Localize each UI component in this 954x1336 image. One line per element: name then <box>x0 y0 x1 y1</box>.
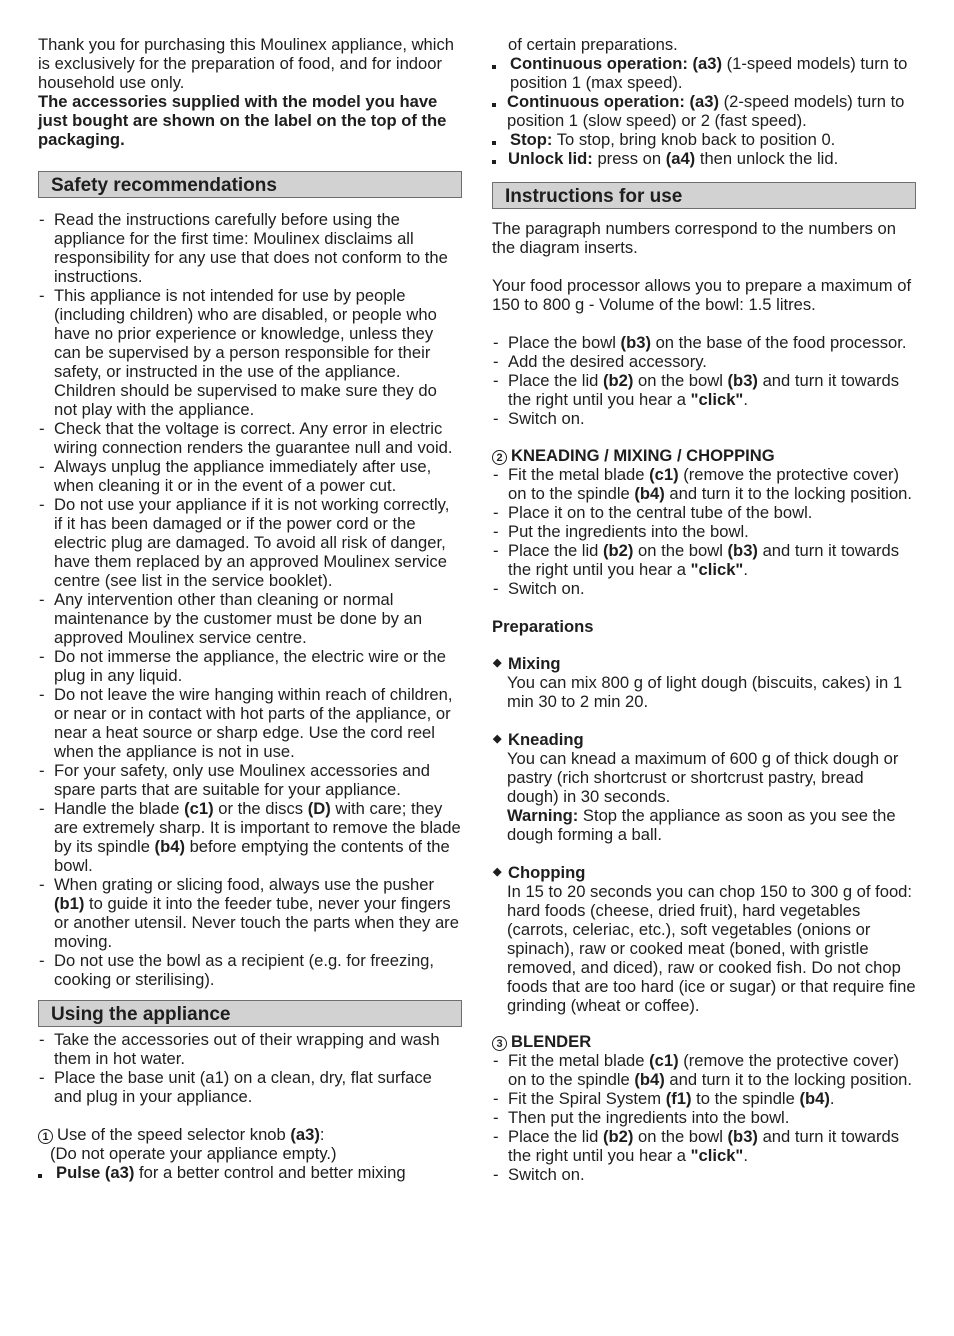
blender-step: - Fit the metal blade (c1) (remove the protective cover) on to the spindle (b4) and turn it to the locking position. <box>493 1051 913 1089</box>
kneading-steps <box>492 465 916 598</box>
safety-item: - Any intervention other than cleaning or normal maintenance by the customer must be done by an approved Moulinex service centre. <box>39 590 423 647</box>
kneading-step: - Switch on. <box>493 579 585 598</box>
general-steps <box>492 333 916 428</box>
general-step: - Place the lid (b2) on the bowl (b3) and turn it towards the right until you hear a "click". <box>493 371 900 409</box>
square-bullet-icon <box>492 141 496 145</box>
diamond-bullet-icon: ◆ <box>493 866 502 878</box>
square-bullet-icon <box>492 65 496 69</box>
safety-item: - For your safety, only use Moulinex accessories and spare parts that are suitable for your appliance. <box>39 761 430 799</box>
safety-section-title: Safety recommendations <box>38 171 462 198</box>
using-item: - Place the base unit (a1) on a clean, dry, flat surface and plug in your appliance. <box>39 1068 432 1106</box>
safety-item: - Do not immerse the appliance, the electric wire or the plug in any liquid. <box>39 647 446 685</box>
blender-step: - Then put the ingredients into the bowl. <box>493 1108 790 1127</box>
square-bullet-icon <box>38 1174 42 1178</box>
general-step: - Switch on. <box>493 409 585 428</box>
blender-steps <box>492 1051 916 1184</box>
safety-item: - Do not use the bowl as a recipient (e.g. for freezing, cooking or sterilising). <box>39 951 435 989</box>
number-1-icon: 1 <box>38 1129 53 1144</box>
blender-heading: 3 BLENDER <box>492 1032 916 1051</box>
blender-step: - Place the lid (b2) on the bowl (b3) and turn it towards the right until you hear a "click". <box>493 1127 900 1165</box>
square-bullet-icon <box>492 103 496 107</box>
kneading-step: - Put the ingredients into the bowl. <box>493 522 749 541</box>
speed-note: (Do not operate your appliance empty.) <box>50 1144 337 1163</box>
kneading-prep-heading: ◆ Kneading <box>493 730 584 749</box>
safety-item: - Do not use your appliance if it is not working correctly, if it has been damaged or if the power cord or the electric plug are damaged. To avoid all risk of danger, have them replaced by an approved Moulinex service centre (see list in the service booklet). <box>39 495 450 590</box>
general-step: - Add the desired accessory. <box>493 352 707 371</box>
general-step: - Place the bowl (b3) on the base of the food processor. <box>493 333 907 352</box>
left-column <box>38 35 462 1182</box>
blender-step: - Switch on. <box>493 1165 585 1184</box>
kneading-text: You can knead a maximum of 600 g of thick dough or pastry (rich shortcrust or shortcrust pastry, bread dough) in 30 seconds. Warning: Stop the appliance as soon as you see the dough forming a ball. <box>507 749 899 844</box>
pulse-item: Pulse (a3) for a better control and better mixing <box>38 1163 462 1182</box>
number-2-icon: 2 <box>492 450 507 465</box>
intro-text: Thank you for purchasing this Moulinex appliance, which is exclusively for the preparation of food, and for indoor household use only. <box>38 35 454 92</box>
safety-item-blade: - Handle the blade (c1) or the discs (D) with care; they are extremely sharp. It is important to remove the blade by its spindle (b4) before emptying the contents of the bowl. <box>39 799 461 875</box>
continuous-op-1: Continuous operation: (a3) (1-speed models) turn to position 1 (max speed). <box>492 54 916 92</box>
safety-item: - Check that the voltage is correct. Any error in electric wiring connection renders the guarantee null and void. <box>39 419 453 457</box>
square-bullet-icon <box>492 160 496 164</box>
mixing-heading: ◆ Mixing <box>493 654 561 673</box>
safety-item: - This appliance is not intended for use by people (including children) who are disabled, or people who have no prior experience or knowledge, unless they can be supervised by a person responsible for their safety, or instructed in the use of the appliance. Children should be supervised to make sure they do not play with the appliance. <box>39 286 437 419</box>
kneading-step: - Place the lid (b2) on the bowl (b3) and turn it towards the right until you hear a "click". <box>493 541 900 579</box>
safety-list <box>38 210 462 989</box>
using-list <box>38 1030 462 1106</box>
paragraph-numbers-note: The paragraph numbers correspond to the numbers on the diagram inserts. <box>492 219 897 257</box>
stop-op: Stop: To stop, bring knob back to position 0. <box>492 130 916 149</box>
using-item: - Take the accessories out of their wrapping and wash them in hot water. <box>39 1030 440 1068</box>
kneading-step: - Place it on to the central tube of the bowl. <box>493 503 813 522</box>
speed-selector-heading: 1 Use of the speed selector knob (a3): <box>38 1125 462 1144</box>
capacity-note: Your food processor allows you to prepare a maximum of 150 to 800 g - Volume of the bowl: 1.5 litres. <box>492 276 912 314</box>
pulse-continued: of certain preparations. <box>508 35 678 54</box>
kneading-step: - Fit the metal blade (c1) (remove the protective cover) on to the spindle (b4) and turn it to the locking position. <box>493 465 913 503</box>
safety-item: - Do not leave the wire hanging within reach of children, or near or in contact with hot parts of the appliance, or near a heat source or sharp edge. Use the cord reel when the appliance is not in use. <box>39 685 453 761</box>
intro-bold-text: The accessories supplied with the model you have just bought are shown on the label on the top of the packaging. <box>38 92 447 149</box>
using-section-title: Using the appliance <box>38 1000 462 1027</box>
number-3-icon: 3 <box>492 1036 507 1051</box>
continuous-op-2: Continuous operation: (a3) (2-speed models) turn to position 1 (slow speed) or 2 (fast speed). <box>492 92 916 130</box>
safety-item-pusher: - When grating or slicing food, always use the pusher (b1) to guide it into the feeder tube, never your fingers or another utensil. Never touch the parts when they are moving. <box>39 875 459 951</box>
safety-item: - Always unplug the appliance immediately after use, when cleaning it or in the event of a power cut. <box>39 457 432 495</box>
chopping-heading: ◆ Chopping <box>493 863 586 882</box>
mixing-text: You can mix 800 g of light dough (biscuits, cakes) in 1 min 30 to 2 min 20. <box>507 673 903 711</box>
diamond-bullet-icon: ◆ <box>493 657 502 669</box>
instructions-section-title: Instructions for use <box>492 182 916 209</box>
safety-item: - Read the instructions carefully before using the appliance for the first time: Moulinex disclaims all responsibility for any use that does not conform to the instructions. <box>39 210 448 286</box>
right-column <box>492 35 916 1184</box>
kneading-heading: 2 KNEADING / MIXING / CHOPPING <box>492 446 916 465</box>
chopping-text: In 15 to 20 seconds you can chop 150 to 300 g of food: hard foods (cheese, dried fruit), hard vegetables (carrots, celeriac, etc.), soft vegetables (onions or spinach), raw or cooked meat (boned, with gristle removed, and diced), raw or cooked fish. Do not chop foods that are too hard (ice or sugar) or that require fine grinding (wheat or coffee). <box>507 882 916 1015</box>
diamond-bullet-icon: ◆ <box>493 733 502 745</box>
unlock-op: Unlock lid: press on (a4) then unlock the lid. <box>492 149 916 168</box>
preparations-heading: Preparations <box>492 617 594 636</box>
blender-step: - Fit the Spiral System (f1) to the spindle (b4). <box>493 1089 835 1108</box>
